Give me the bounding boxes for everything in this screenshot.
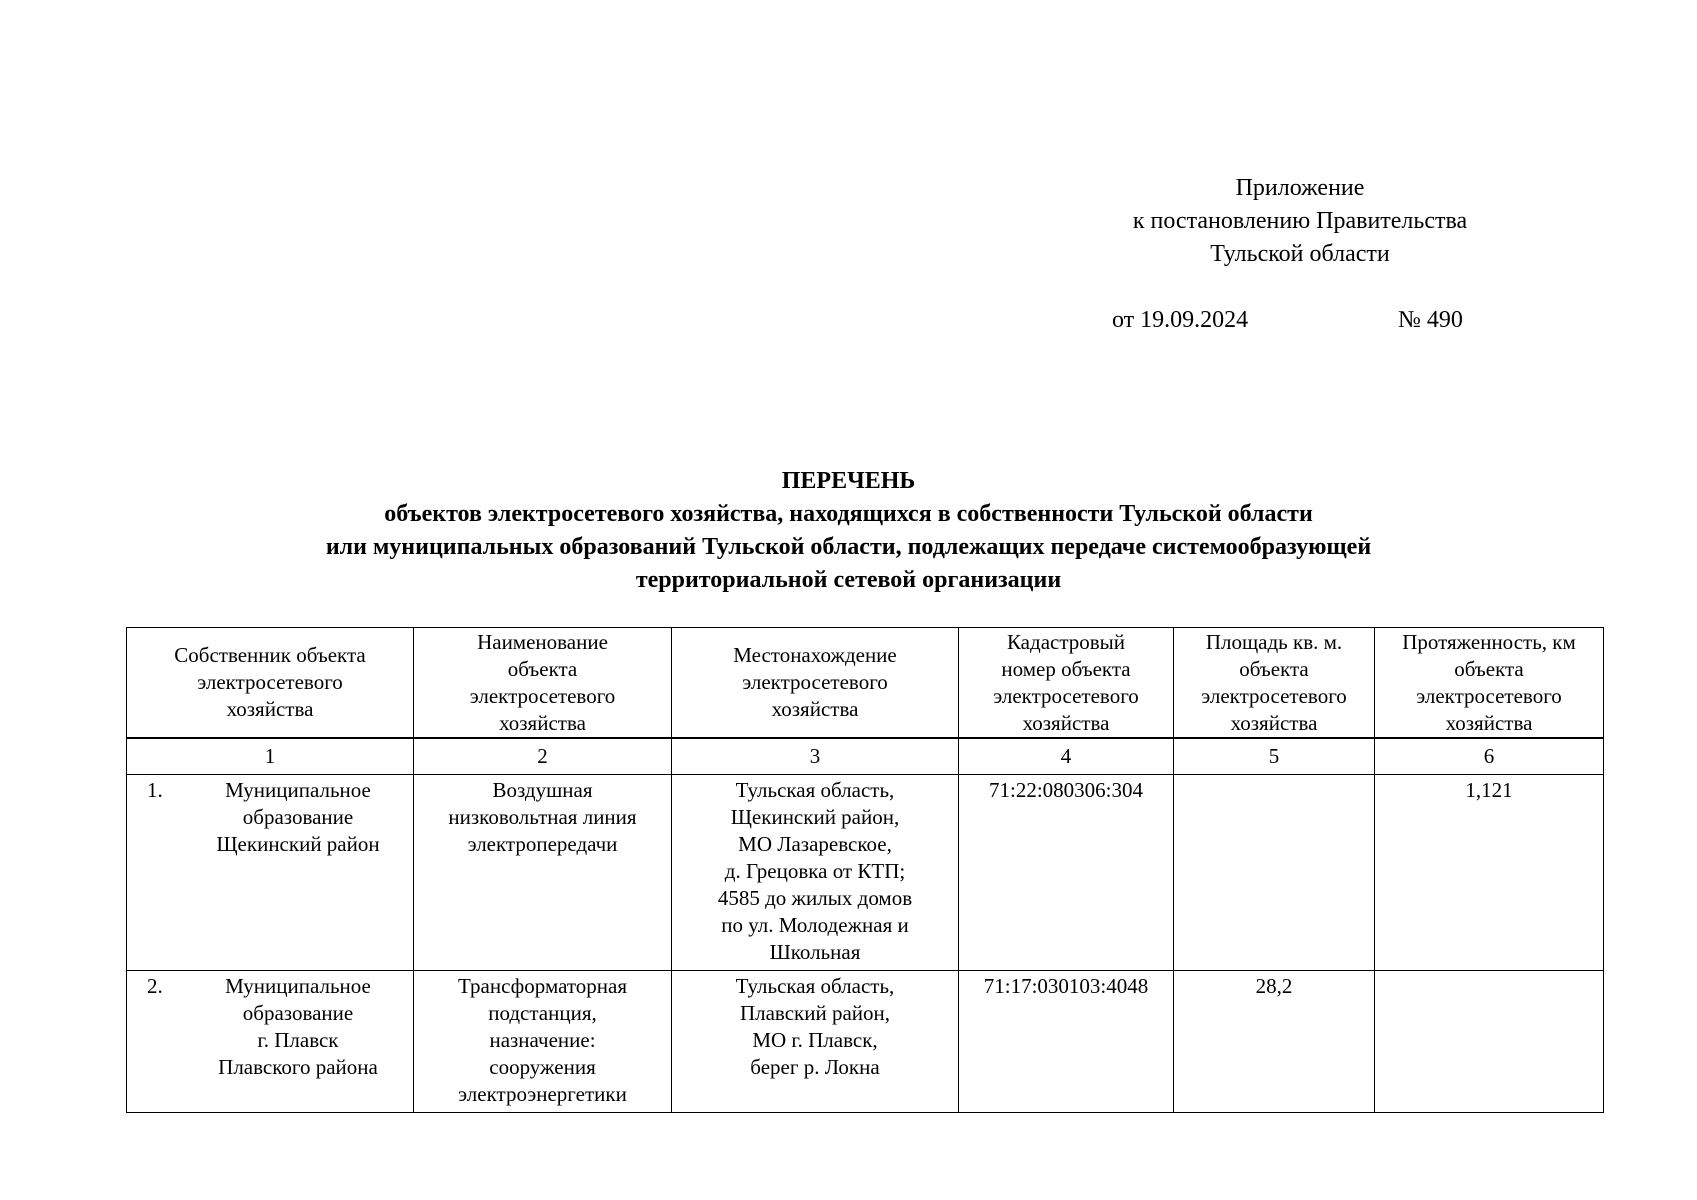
column-number: 5: [1174, 739, 1375, 775]
title-heading: ПЕРЕЧЕНЬ: [781, 468, 916, 494]
column-number: 1: [127, 739, 414, 775]
object-name-cell: Трансформаторная подстанция, назначение: сооружения электроэнергетики: [414, 971, 672, 1113]
title-line: объектов электросетевого хозяйства, находящихся в собственности Тульской области: [384, 501, 1313, 527]
column-number: 2: [414, 739, 672, 775]
appendix-line: к постановлению Правительства: [1132, 208, 1468, 234]
objects-table: [126, 738, 1604, 1113]
area-cell: [1174, 775, 1375, 971]
header-cadastral: Кадастровый номер объекта электросетевого хозяйства: [959, 628, 1174, 738]
title-line: территориальной сетевой организации: [635, 567, 1062, 593]
table-header: [126, 627, 1604, 738]
column-number: 4: [959, 739, 1174, 775]
column-number: 6: [1375, 739, 1604, 775]
owner-cell: 1. Муниципальное образование Щекинский район: [127, 775, 414, 971]
row-number: 2.: [147, 974, 163, 998]
area-cell: 28,2: [1174, 971, 1375, 1113]
header-area: Площадь кв. м. объекта электросетевого хозяйства: [1174, 628, 1375, 738]
appendix-line: Тульской области: [1210, 241, 1390, 267]
owner-cell: 2. Муниципальное образование г. Плавск Плавского района: [127, 971, 414, 1113]
object-name-cell: Воздушная низковольтная линия электропередачи: [414, 775, 672, 971]
table-row: [127, 971, 1604, 1113]
column-number: 3: [672, 739, 959, 775]
header-name: Наименование объекта электросетевого хозяйства: [414, 628, 672, 738]
header-length: Протяженность, км объекта электросетевого хозяйства: [1375, 628, 1604, 738]
row-number: 1.: [147, 778, 163, 802]
header-owner: Собственник объекта электросетевого хозяйства: [127, 628, 414, 738]
location-cell: Тульская область, Щекинский район, МО Лазаревское, д. Грецовка от КТП; 4585 до жилых домов по ул. Молодежная и Школьная: [672, 775, 959, 971]
location-cell: Тульская область, Плавский район, МО г. Плавск, берег р. Локна: [672, 971, 959, 1113]
title-line: или муниципальных образований Тульской области, подлежащих передаче системообразующей: [325, 534, 1372, 560]
header-location: Местонахождение электросетевого хозяйства: [672, 628, 959, 738]
column-number-row: [127, 739, 1604, 775]
appendix-line: Приложение: [1235, 175, 1365, 201]
decree-date: от 19.09.2024: [1112, 307, 1249, 333]
length-cell: 1,121: [1375, 775, 1604, 971]
cadastral-cell: 71:17:030103:4048: [959, 971, 1174, 1113]
document-title: [0, 465, 1697, 597]
table-row: [127, 775, 1604, 971]
decree-number: № 490: [1398, 307, 1463, 333]
appendix-block: [1090, 172, 1510, 271]
cadastral-cell: 71:22:080306:304: [959, 775, 1174, 971]
length-cell: [1375, 971, 1604, 1113]
